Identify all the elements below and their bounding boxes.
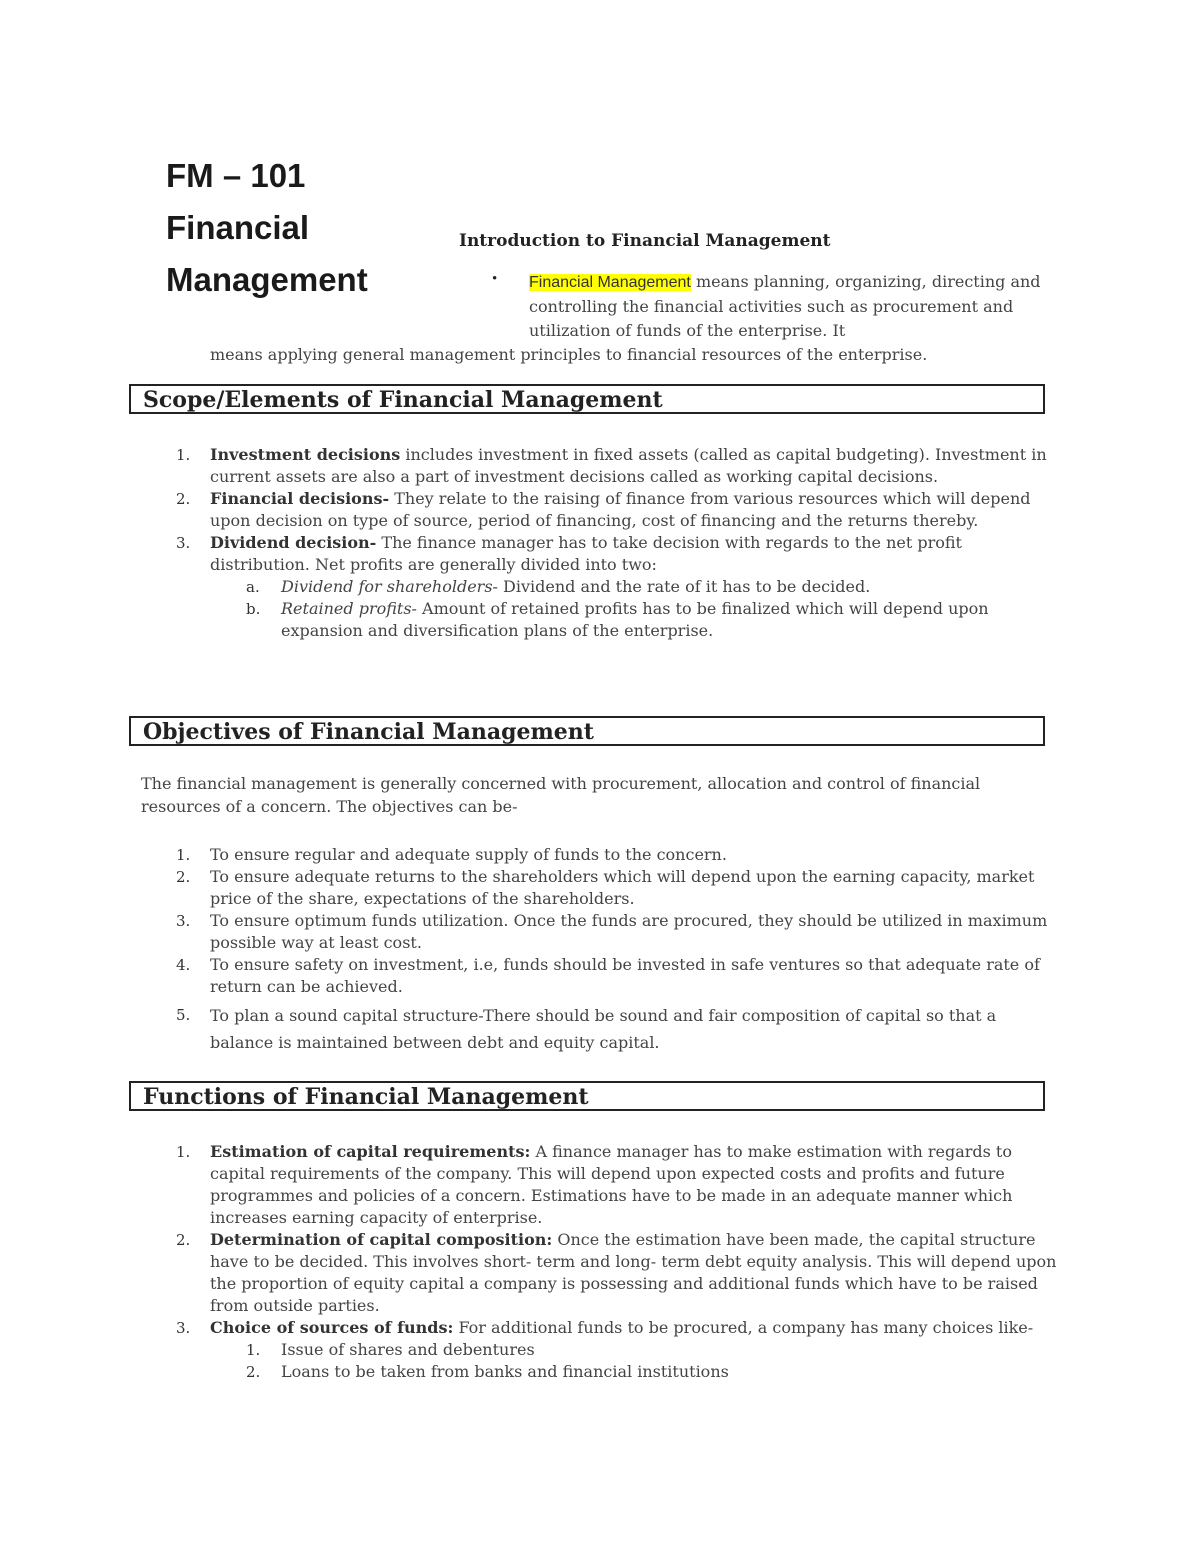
item-text: The finance manager has to take decision with regards to the net profit distribution. Net profits are generally divided into two: [210, 533, 962, 574]
item-number: 5. [176, 1006, 191, 1024]
item-letter: b. [246, 600, 261, 618]
item-text: includes investment in fixed assets (called as capital budgeting). Investment in current assets are also a part of investment decisions called as working capital decisions. [210, 445, 1047, 486]
item-text: A finance manager has to make estimation with regards to capital requirements of the company. This will depend upon expected costs and profits and future programmes and policies of a concern. Estimations have to be made in an adequate manner which increases earning capacity of enterprise. [210, 1142, 1013, 1227]
sub-list-item [0, 576, 1200, 598]
course-code: FM – 101 [166, 157, 306, 194]
item-number: 2. [246, 1363, 261, 1381]
item-text: Dividend and the rate of it has to be decided. [497, 577, 871, 596]
item-text: To ensure optimum funds utilization. Once the funds are procured, they should be utilized in maximum possible way at least cost. [210, 911, 1048, 952]
intro-paragraph [529, 270, 1049, 343]
item-text: To ensure safety on investment, i.e, funds should be invested in safe ventures so that adequate rate of return can be achieved. [210, 955, 1040, 996]
item-term: Choice of sources of funds: [210, 1318, 454, 1337]
item-text: To plan a sound capital structure-There should be sound and fair composition of capital so that a balance is maintained between debt and equity capital. [210, 1006, 997, 1052]
objectives-intro: The financial management is generally concerned with procurement, allocation and control of financial resources of a concern. The objectives can be- [141, 774, 981, 816]
item-number: 3. [176, 912, 191, 930]
list-item [0, 532, 1200, 576]
intro-text-rest: means planning, organizing, directing and controlling the financial activities such as procurement and utilization of funds of the enterprise. It [529, 272, 1041, 340]
item-text: Issue of shares and debentures [281, 1340, 535, 1359]
list-item [0, 954, 1200, 998]
list-item [0, 1317, 1200, 1339]
list-item [0, 844, 1200, 866]
item-number: 1. [246, 1341, 261, 1359]
sub-list-item [0, 1339, 1200, 1361]
objectives-heading-box [129, 716, 1045, 746]
item-number: 2. [176, 868, 191, 886]
item-text: For additional funds to be procured, a company has many choices like- [453, 1318, 1034, 1337]
item-number: 2. [176, 1231, 191, 1249]
item-number: 3. [176, 1319, 191, 1337]
bullet-icon: • [492, 271, 498, 287]
item-term: Estimation of capital requirements: [210, 1142, 531, 1161]
item-number: 2. [176, 490, 191, 508]
item-text: They relate to the raising of finance from various resources which will depend upon decision on type of source, period of financing, cost of financing and the returns thereby. [210, 489, 1031, 530]
item-text: To ensure regular and adequate supply of funds to the concern. [210, 845, 727, 864]
item-number: 4. [176, 956, 191, 974]
item-term: Dividend decision- [210, 533, 377, 552]
objectives-heading: Objectives of Financial Management [143, 719, 594, 745]
course-name-line1: Financial [166, 209, 310, 246]
item-term: Investment decisions [210, 445, 401, 464]
item-term: Financial decisions- [210, 489, 390, 508]
highlighted-term: Financial Management [529, 274, 691, 291]
functions-heading: Functions of Financial Management [143, 1084, 589, 1110]
item-letter: a. [246, 578, 260, 596]
sub-list-item [0, 1361, 1200, 1383]
item-number: 1. [176, 846, 191, 864]
scope-heading: Scope/Elements of Financial Management [143, 387, 663, 413]
item-number: 1. [176, 446, 191, 464]
item-term: Retained profits- [281, 599, 417, 618]
item-term: Determination of capital composition: [210, 1230, 553, 1249]
list-item [0, 910, 1200, 954]
objectives-list [0, 844, 1200, 1056]
list-item [0, 1229, 1200, 1317]
item-text: To ensure adequate returns to the shareholders which will depend upon the earning capacity, market price of the share, expectations of the shareholders. [210, 867, 1035, 908]
list-item [0, 1141, 1200, 1229]
item-text: Loans to be taken from banks and financial institutions [281, 1362, 729, 1381]
sub-list-item [0, 598, 1200, 642]
list-item [0, 488, 1200, 532]
item-number: 1. [176, 1143, 191, 1161]
course-name-line2: Management [166, 261, 368, 298]
list-item [0, 444, 1200, 488]
course-title [166, 150, 466, 306]
list-item [0, 866, 1200, 910]
functions-list [0, 1141, 1200, 1383]
item-number: 3. [176, 534, 191, 552]
list-item [0, 1002, 1200, 1056]
item-text: Amount of retained profits has to be finalized which will depend upon expansion and diversification plans of the enterprise. [281, 599, 989, 640]
intro-heading: Introduction to Financial Management [459, 231, 831, 251]
functions-heading-box [129, 1081, 1045, 1111]
item-term: Dividend for shareholders- [281, 577, 498, 596]
item-text: Once the estimation have been made, the capital structure have to be decided. This involves short- term and long- term debt equity analysis. This will depend upon the proportion of equity capital a company is possessing and additional funds which have to be raised from outside parties. [210, 1230, 1057, 1315]
intro-continuation: means applying general management principles to financial resources of the enterprise. [210, 345, 928, 364]
scope-heading-box [129, 384, 1045, 414]
scope-list [0, 444, 1200, 642]
